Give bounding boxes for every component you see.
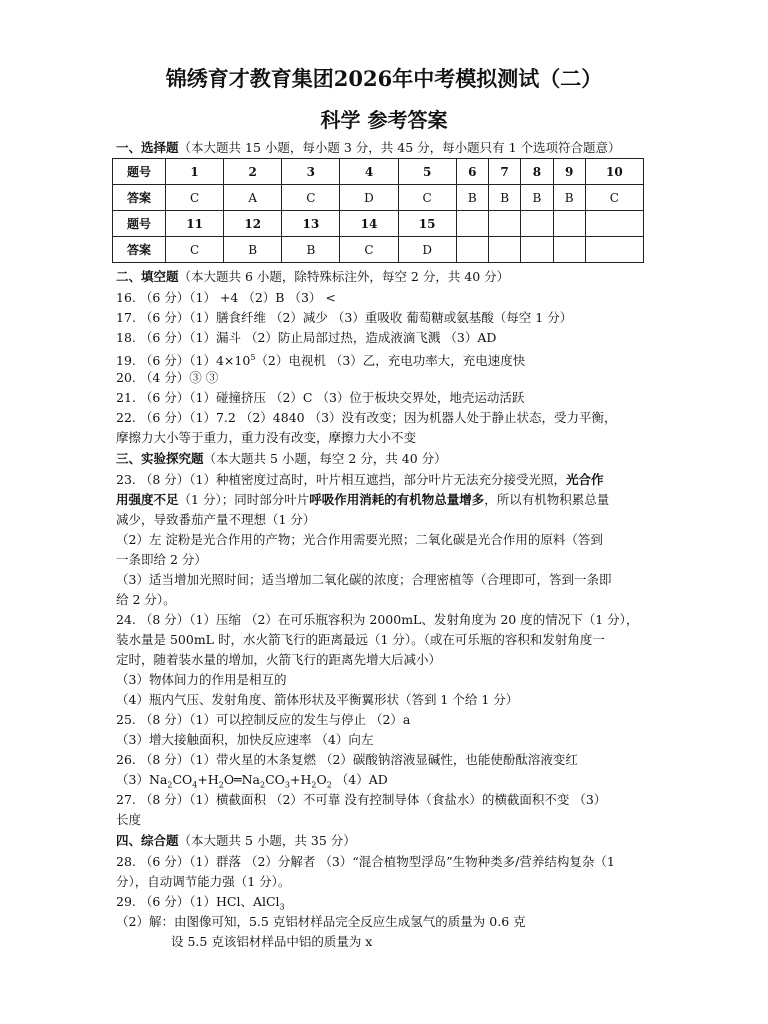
answer-line-23g: 给 2 分）。 (116, 592, 176, 607)
answer-line-23d: （2）左 淀粉是光合作用的产物；光合作用需要光照；二氧化碳是光合作用的原料（答到 (116, 532, 603, 547)
table-cell: 1 (166, 159, 224, 185)
table-cell: 11 (166, 211, 224, 237)
section-heading-3 (116, 449, 447, 467)
table-row (113, 159, 644, 185)
table-cell-empty (456, 237, 488, 263)
table-cell: C (398, 185, 456, 211)
answer-line-16: 16. （6 分）（1） +4 （2）B （3） < (116, 290, 336, 305)
text-segment: 23. （8 分）（1）种植密度过高时，叶片相互遮挡，部分叶片无法充分接受光照， (116, 472, 566, 487)
text-segment: 29. （6 分）（1）HCl、AlCl (116, 894, 280, 909)
section-label: 四、综合题 (116, 833, 179, 848)
text-segment: 19. （6 分）（1）4×10 (116, 353, 251, 369)
answer-line-22a: 22. （6 分）（1）7.2 （2）4840 （3）没有改变；因为机器人处于静止状态，受力平衡， (116, 410, 617, 425)
section-heading-1 (116, 138, 621, 156)
answer-line-17: 17. （6 分）（1）膳食纤维 （2）减少 （3）重吸收 葡萄糖或氨基酸（每空 1 分） (116, 310, 573, 325)
table-cell: B (456, 185, 488, 211)
table-cell: A (224, 185, 282, 211)
answer-line-25a: 25. （8 分）（1）可以控制反应的发生与停止 （2）a (116, 712, 411, 727)
table-cell: B (488, 185, 520, 211)
table-cell: 4 (340, 159, 398, 185)
section-note: （本大题共 15 小题，每小题 3 分，共 45 分，每小题只有 1 个选项符合题意） (178, 140, 621, 155)
page-subtitle: 科学 参考答案 (320, 108, 448, 132)
section-label: 一、选择题 (116, 140, 179, 155)
answer-line-21: 21. （6 分）（1）碰撞挤压 （2）C （3）位于板块交界处，地壳运动活跃 (116, 390, 525, 405)
subscript: 2 (167, 780, 173, 790)
table-cell: D (340, 185, 398, 211)
subscript: 4 (192, 780, 198, 790)
table-cell: D (398, 237, 456, 263)
section-label: 二、填空题 (116, 269, 179, 284)
table-header-cell: 答案 (113, 185, 166, 211)
section-note: （本大题共 5 小题，每空 2 分，共 40 分） (203, 451, 447, 466)
bold-text-segment: 用强度不足 (116, 492, 179, 507)
table-row (113, 237, 644, 263)
subscript: 2 (326, 780, 332, 790)
table-cell-empty (585, 211, 643, 237)
table-cell: 8 (521, 159, 553, 185)
answer-line-27a: 27. （8 分）（1）横截面积 （2）不可靠 没有控制导体（食盐水）的横截面积不变 （3） (116, 792, 607, 807)
table-cell: B (224, 237, 282, 263)
text-segment: O═Na (223, 772, 260, 787)
answer-line-28b: 分），自动调节能力强（1 分）。 (116, 874, 291, 889)
text-segment: （1 分）；同时部分叶片 (178, 492, 310, 507)
table-cell: 9 (553, 159, 585, 185)
text-segment: CO (265, 772, 285, 787)
answer-line-22b: 摩擦力大小等于重力，重力没有改变，摩擦力大小不变 (116, 430, 417, 445)
answer-line-24d: （3）物体间力的作用是相互的 (116, 672, 287, 687)
table-cell-empty (488, 211, 520, 237)
answer-line-29c: 设 5.5 克该铝材样品中铝的质量为 x (171, 934, 373, 949)
section-heading-2 (116, 267, 509, 285)
subscript: 2 (259, 780, 266, 790)
answer-line-24e: （4）瓶内气压、发射角度、箭体形状及平衡翼形状（答到 1 个给 1 分） (116, 692, 519, 707)
table-cell: C (282, 185, 340, 211)
section-note: （本大题共 5 小题，共 35 分） (178, 833, 356, 848)
table-header-cell: 题号 (113, 211, 166, 237)
section-label: 三、实验探究题 (116, 451, 204, 466)
text-segment: （3）Na (116, 772, 168, 787)
text-segment: +H (289, 772, 312, 787)
table-cell-empty (456, 211, 488, 237)
table-cell: 15 (398, 211, 456, 237)
text-segment: （4）AD (331, 772, 388, 787)
subscript: 2 (218, 780, 224, 790)
text-segment: O (316, 772, 327, 787)
answer-line-24c: 定时，随着装水量的增加，火箭飞行的距离先增大后减小） (116, 652, 442, 667)
table-cell-empty (553, 237, 585, 263)
table-cell: 3 (282, 159, 340, 185)
text-segment: （2）电视机 （3）乙，充电功率大，充电速度快 (255, 353, 526, 369)
table-cell-empty (521, 211, 553, 237)
answer-line-23b (116, 490, 609, 510)
table-header-cell: 题号 (113, 159, 166, 185)
table-cell: B (521, 185, 553, 211)
answer-line-20: 20. （4 分）③ ③ (116, 370, 219, 385)
table-cell: C (166, 237, 224, 263)
table-cell: 6 (456, 159, 488, 185)
answer-line-23f: （3）适当增加光照时间；适当增加二氧化碳的浓度；合理密植等（合理即可，答到一条即 (116, 572, 612, 587)
answer-line-23c: 减少，导致番茄产量不理想（1 分） (116, 512, 316, 527)
subscript: 3 (279, 902, 285, 912)
bold-text-segment: 光合作 (565, 472, 604, 487)
answer-line-29b: （2）解：由图像可知，5.5 克铝材样品完全反应生成氢气的质量为 0.6 克 (116, 914, 526, 929)
table-cell: 13 (282, 211, 340, 237)
table-cell: 7 (488, 159, 520, 185)
table-cell: 2 (224, 159, 282, 185)
table-cell-empty (488, 237, 520, 263)
table-cell: 14 (340, 211, 398, 237)
table-cell-empty (521, 237, 553, 263)
section-note: （本大题共 6 小题，除特殊标注外，每空 2 分，共 40 分） (178, 269, 510, 284)
answer-line-28a: 28. （6 分）（1）群落 （2）分解者 （3）“混合植物型浮岛”生物种类多/营养结构复杂（1 (116, 854, 615, 869)
subscript: 3 (284, 780, 290, 790)
table-cell: B (282, 237, 340, 263)
answer-table (112, 158, 644, 263)
answer-line-25b: （3）增大接触面积，加快反应速率 （4）向左 (116, 732, 374, 747)
section-heading-4 (116, 831, 356, 849)
answer-line-23a (116, 470, 604, 490)
superscript: 5 (250, 353, 256, 362)
text-segment: ，所以有机物积累总量 (484, 492, 610, 507)
table-row (113, 185, 644, 211)
bold-text-segment: 呼吸作用消耗的有机物总量增多 (309, 492, 485, 507)
answer-line-27b: 长度 (116, 812, 142, 827)
table-cell: 10 (585, 159, 643, 185)
subscript: 2 (311, 780, 317, 790)
text-segment: CO (172, 772, 193, 787)
answer-line-18: 18. （6 分）（1）漏斗 （2）防止局部过热，造成液滴飞溅 （3）AD (116, 330, 497, 345)
answer-line-23e: 一条即给 2 分） (116, 552, 207, 567)
page-title: 锦绣育才教育集团2026年中考模拟测试（二） (165, 66, 603, 91)
table-cell: 12 (224, 211, 282, 237)
answer-line-24b: 装水量是 500mL 时，水火箭飞行的距离最远（1 分）。（或在可乐瓶的容积和发射角度一 (116, 632, 605, 647)
answer-line-24a: 24. （8 分）（1）压缩 （2）在可乐瓶容积为 2000mL、发射角度为 20 度的情况下（1 分）， (116, 612, 639, 627)
table-cell-empty (553, 211, 585, 237)
table-header-cell: 答案 (113, 237, 166, 263)
table-cell: 5 (398, 159, 456, 185)
table-cell-empty (585, 237, 643, 263)
table-cell: C (340, 237, 398, 263)
table-cell: C (166, 185, 224, 211)
answer-line-26a: 26. （8 分）（1）带火星的木条复燃 （2）碳酸钠溶液显碱性，也能使酚酞溶液变红 (116, 752, 578, 767)
table-cell: B (553, 185, 585, 211)
table-row (113, 211, 644, 237)
table-cell: C (585, 185, 643, 211)
text-segment: +H (197, 772, 219, 787)
